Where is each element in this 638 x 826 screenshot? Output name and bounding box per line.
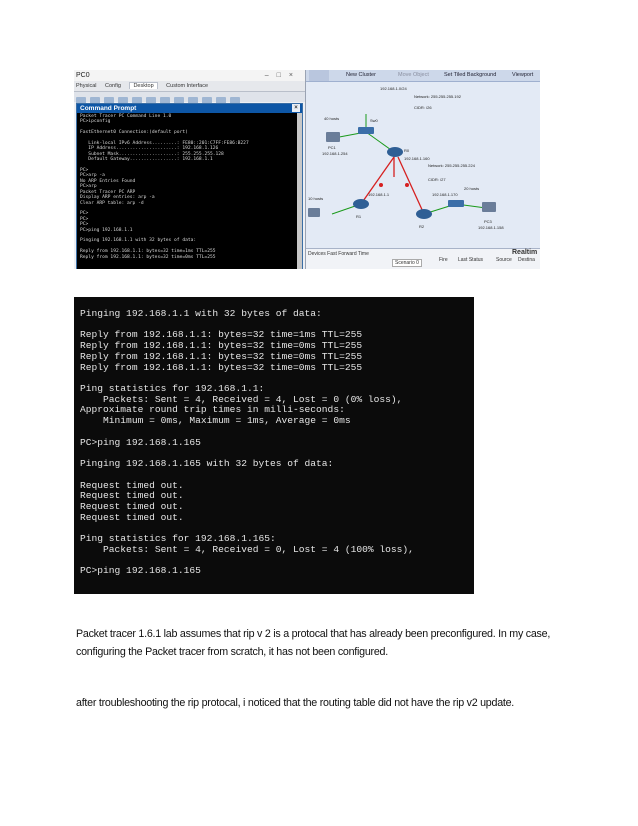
- command-output-line: Display ARP entries: arp -a: [80, 195, 155, 201]
- command-output-line: PC>ipconfig: [80, 119, 111, 125]
- new-cluster-button[interactable]: New Cluster: [346, 72, 376, 78]
- terminal-line: PC>ping 192.168.1.165: [80, 565, 201, 577]
- desktop-icon-row: [74, 92, 305, 102]
- router-label: R0: [404, 148, 410, 153]
- paragraph-troubleshooting: after troubleshooting the rip protocal, i noticed that the routing table did not have the rip v2 update.: [76, 697, 515, 709]
- terminal-line: Reply from 192.168.1.1: bytes=32 time=1ms TTL=255: [80, 329, 363, 341]
- router-icon: [387, 147, 403, 157]
- logical-icon[interactable]: [309, 70, 329, 81]
- pc1-ip: 192.168.1.254: [322, 151, 348, 156]
- source-column: Source: [496, 257, 512, 263]
- terminal-line: Packets: Sent = 4, Received = 4, Lost = 0 (0% loss),: [80, 393, 403, 405]
- hosts-label: 20 hosts: [464, 186, 480, 191]
- terminal-line: Ping statistics for 192.168.1.1:: [80, 383, 265, 395]
- link-ip-label: 192.168.1.160: [404, 156, 430, 161]
- pc1-label: PC1: [328, 145, 336, 150]
- command-output-line: Reply from 192.168.1.1: bytes=32 time=0ms TTL=255: [80, 254, 216, 260]
- destination-column: Destina: [518, 257, 535, 263]
- command-output-line: Packet Tracer PC ARP: [80, 189, 136, 195]
- tab-desktop[interactable]: Desktop: [129, 82, 157, 89]
- pc-icon: [308, 208, 320, 217]
- terminal-line: Ping statistics for 192.168.1.165:: [80, 533, 276, 545]
- terminal-line: Request timed out.: [80, 500, 184, 512]
- tab-physical[interactable]: Physical: [76, 83, 97, 89]
- tab-config[interactable]: Config: [105, 83, 121, 89]
- terminal-line: Pinging 192.168.1.165 with 32 bytes of data:: [80, 458, 334, 470]
- window-controls[interactable]: –□×: [264, 72, 301, 79]
- command-output-line: Pinging 192.168.1.1 with 32 bytes of data:: [80, 238, 197, 244]
- switch-label: Sw0: [370, 118, 378, 123]
- command-prompt-output[interactable]: [77, 113, 302, 269]
- terminal-line: Request timed out.: [80, 511, 184, 523]
- command-output-line: Reply from 192.168.1.1: bytes=32 time=1ms TTL=255: [80, 249, 216, 255]
- command-output-line: PC>: [80, 211, 89, 217]
- terminal-line: Reply from 192.168.1.1: bytes=32 time=0ms TTL=255: [80, 350, 363, 362]
- router-icon: [416, 209, 432, 219]
- command-prompt-title: Command Prompt: [80, 105, 137, 112]
- command-output-line: PC>ping 192.168.1.1: [80, 227, 133, 233]
- terminal-line: Pinging 192.168.1.1 with 32 bytes of data:: [80, 308, 322, 319]
- pc3-label: PC3: [484, 219, 492, 224]
- terminal-screenshot: [74, 297, 474, 594]
- terminal-line: PC>ping 192.168.1.165: [80, 436, 201, 448]
- link-router-r2: [398, 157, 424, 214]
- viewport-button[interactable]: Viewport: [512, 72, 534, 78]
- switch-icon: [358, 127, 374, 134]
- workspace-toolbar: [306, 70, 540, 82]
- topology-diagram[interactable]: [306, 82, 540, 248]
- terminal-line: Reply from 192.168.1.1: bytes=32 time=0ms TTL=255: [80, 340, 363, 352]
- network-info: Network: 255.255.255.224: [428, 163, 475, 168]
- pc-tabs: [74, 81, 305, 92]
- terminal-line: Request timed out.: [80, 479, 184, 491]
- terminal-line: Request timed out.: [80, 490, 184, 502]
- link-status-dot: [405, 183, 409, 187]
- device-panel-label: Devices Fast Forward Time: [308, 251, 369, 257]
- network-info: Network: 255.255.255.192: [414, 94, 461, 99]
- workspace-bottom-bar: [306, 248, 540, 269]
- pc3-ip: 192.168.1.158: [478, 225, 504, 230]
- command-output-line: PC>arp -a: [80, 173, 105, 179]
- terminal-line: Approximate round trip times in milli-seconds:: [80, 404, 345, 416]
- command-output-line: FastEthernet0 Connection:(default port): [80, 130, 188, 136]
- last-status-column: Last Status: [458, 257, 484, 263]
- command-output-line: PC>: [80, 222, 89, 228]
- terminal-output: [74, 297, 474, 577]
- command-output-line: Subnet Mask.....................: 255.255.255.128: [80, 151, 224, 157]
- link-ip-label: 192.168.1.170: [432, 192, 458, 197]
- command-output-line: Clear ARP table: arp -d: [80, 200, 144, 206]
- tab-custom-interface[interactable]: Custom Interface: [166, 83, 209, 89]
- pc-window: [74, 70, 306, 269]
- topology-workspace: [306, 70, 540, 269]
- pc3-icon: [482, 202, 496, 212]
- router-label: R2: [419, 224, 425, 229]
- move-object-button[interactable]: Move Object: [398, 72, 429, 78]
- packet-tracer-screenshot: [74, 70, 540, 269]
- command-prompt-titlebar: [77, 104, 302, 113]
- switch-icon: [448, 200, 464, 207]
- close-icon[interactable]: ×: [292, 104, 300, 112]
- command-output-line: PC>: [80, 168, 89, 174]
- terminal-line: Minimum = 0ms, Maximum = 1ms, Average = 0ms: [80, 415, 351, 427]
- terminal-line: Packets: Sent = 4, Received = 0, Lost = 4 (100% loss),: [80, 543, 414, 555]
- link-status-dot: [379, 183, 383, 187]
- command-output-line: No ARP Entries Found: [80, 178, 136, 184]
- realtime-mode[interactable]: Realtim: [512, 249, 538, 256]
- network-info: CIDR: /26: [414, 105, 432, 110]
- terminal-line: Reply from 192.168.1.1: bytes=32 time=0ms TTL=255: [80, 361, 363, 373]
- network-label: 192.168.1.0/24: [380, 86, 407, 91]
- terminal-line: [80, 470, 474, 481]
- command-prompt-scrollbar[interactable]: [297, 113, 302, 269]
- pc1-icon: [326, 132, 340, 142]
- command-output-line: Packet Tracer PC Command Line 1.0: [80, 114, 172, 119]
- command-output-line: IP Address......................: 192.168.1.126: [80, 146, 219, 152]
- scenario-select[interactable]: Scenario 0: [392, 259, 422, 267]
- router-label: R1: [356, 214, 362, 219]
- pc-window-title: PC0: [76, 72, 90, 79]
- command-output-line: Link-local IPv6 Address.........: FE80::201:C7FF:FE86:B227: [80, 141, 249, 147]
- paragraph-lab-note: Packet tracer 1.6.1 lab assumes that rip v 2 is a protocal that has already been preconfigured. In my case, configuring the Packet tracer from scratch, it has not been configured.: [76, 628, 551, 658]
- set-background-button[interactable]: Set Tiled Background: [444, 72, 497, 78]
- command-output-line: Default Gateway.................: 192.168.1.1: [80, 157, 213, 163]
- command-output-line: PC>arp: [80, 184, 97, 190]
- command-prompt-window: [76, 103, 303, 269]
- link-ip-label: 192.168.1.1: [368, 192, 390, 197]
- pc-window-titlebar: [74, 70, 305, 81]
- router-icon: [353, 199, 369, 209]
- hosts-label: 10 hosts: [308, 196, 324, 201]
- hosts-label: 40 hosts: [324, 116, 340, 121]
- fire-column: Fire: [439, 257, 448, 263]
- network-info: CIDR: /27: [428, 177, 446, 182]
- command-output-line: PC>: [80, 216, 89, 222]
